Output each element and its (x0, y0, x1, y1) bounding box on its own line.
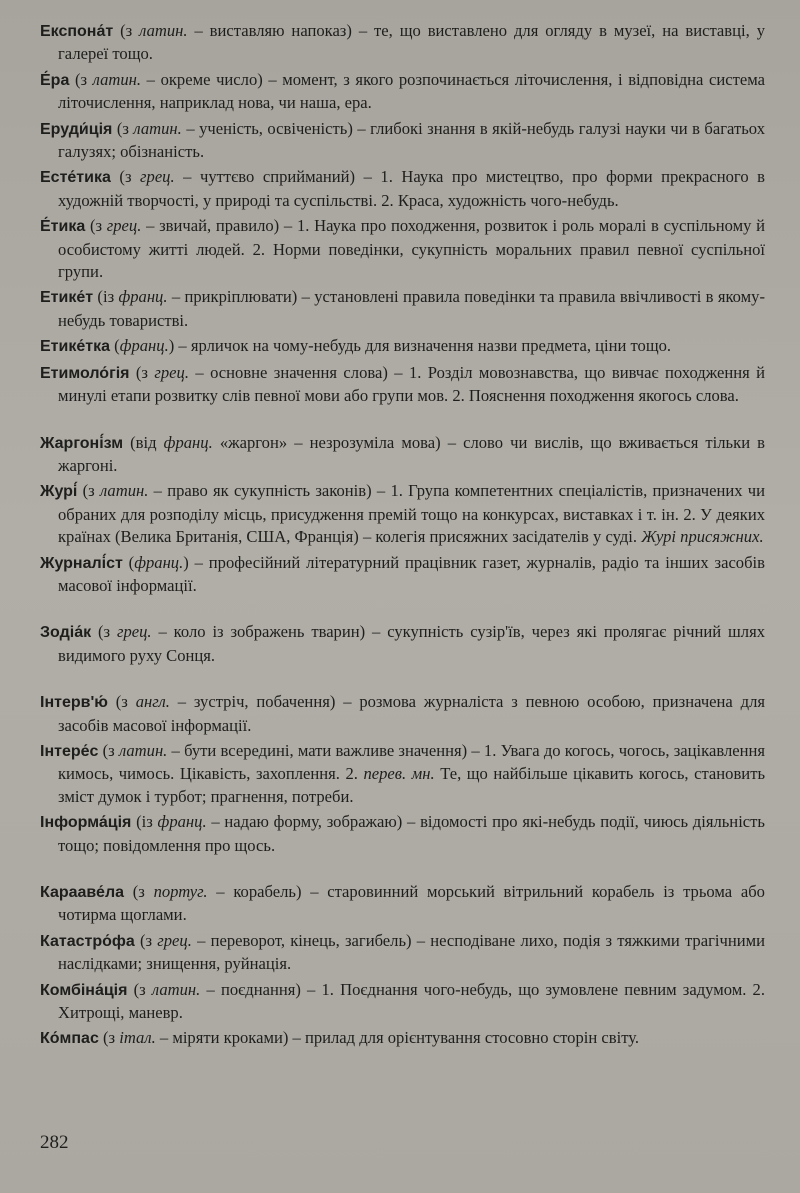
entry-informatsiia (40, 811, 765, 857)
entry-language: італ. (119, 1028, 156, 1048)
entry-language: франц. (157, 812, 207, 832)
entry-karavela (40, 881, 765, 927)
entry-term: Інтере́с (40, 742, 99, 760)
letter-group-zh (40, 432, 765, 598)
entry-term: Етике́т (40, 289, 94, 307)
letter-group-k (40, 881, 765, 1051)
entry-interviu (40, 691, 765, 737)
entry-definition: – чуттєво сприйманий) – 1. Наука про мистецтво, про форми прекрасного в художній творчості, у природі та суспільстві. 2. Краса, художність чого-небудь. (58, 167, 765, 210)
entry-zhargonizm (40, 432, 765, 478)
entry-origin-pre: (з (91, 622, 117, 642)
entry-language: франц. (119, 336, 169, 356)
entry-language: грец. (106, 216, 142, 236)
entry-term: Комбіна́ція (40, 981, 128, 999)
entry-katastrofa (40, 930, 765, 976)
entry-origin-pre: (з (85, 216, 107, 236)
entry-term: Інформа́ція (40, 814, 132, 832)
entry-definition: – переворот, кінець, загибель) – несподіване лихо, подія з тяжкими трагічними наслідками; знищення, руйнація. (58, 930, 765, 974)
letter-group-z (40, 621, 765, 667)
entry-origin-pre: (з (134, 930, 158, 950)
entry-example: Журі присяжних. (641, 527, 764, 547)
entry-language: франц. (118, 287, 168, 307)
entry-language: грец. (157, 930, 192, 950)
glossary-column (40, 20, 765, 1075)
entry-term: Етимоло́гія (40, 364, 130, 382)
entry-term: Есте́тика (40, 169, 111, 187)
entry-term: Ко́мпас (40, 1030, 99, 1048)
entry-term: Етике́тка (40, 338, 110, 356)
entry-definition: – окреме число) – момент, з якого розпочинається літочислення, і відповідна система літочислення, наприклад нова, чи наша, ера. (58, 69, 765, 113)
entry-language: грец. (140, 167, 175, 187)
entry-usage-note: перев. мн. (363, 764, 435, 784)
entry-definition-cont: Те, що найбільше цікавить когось, становить зміст думок і турбот; прагнення, потреби. (58, 764, 766, 806)
entry-origin-pre: (із (93, 287, 119, 307)
letter-group-i (40, 691, 765, 857)
entry-definition: – звичай, правило) – 1. Наука про походження, розвиток і роль моралі в суспільному й особистому житті людей. 2. Норми поведінки, сукупність моральних правил певної суспільної групи. (58, 216, 765, 282)
entry-term: Інтерв'ю́ (40, 694, 108, 712)
entry-definition: – прикріплювати) – установлені правила поведінки та правила ввічливості в якому-небудь товаристві. (58, 287, 765, 330)
entry-term: Експона́т (40, 23, 114, 40)
entry-language: латин. (118, 740, 168, 760)
entry-language: латин. (139, 21, 188, 40)
entry-origin-pre: ( (122, 552, 135, 572)
entry-definition: – корабель) – старовинний морський вітрильний корабель із трьома або чотирма щоглами. (58, 882, 765, 925)
entry-origin-pre: (з (107, 692, 136, 712)
entry-origin-pre: (від (123, 432, 164, 452)
entry-origin-pre: (з (110, 167, 141, 187)
entry-origin-pre: (з (98, 1028, 120, 1048)
entry-origin-pre: (з (129, 362, 155, 382)
entry-definition: – коло із зображень тварин) – сукупність сузір'їв, через які пролягає річний шлях видимого руху Сонця. (58, 622, 765, 665)
entry-definition: «жаргон» – незрозуміла мова) – слово чи вислів, що вживається тільки в жаргоні. (58, 432, 765, 475)
entry-kompas (40, 1027, 765, 1050)
entry-etymolohiia (40, 362, 765, 408)
entry-language: грец. (154, 362, 189, 382)
entry-definition: – поєднання) – 1. Поєднання чого-небудь, що зумовлене певним задумом. 2. Хитрощі, маневр. (58, 979, 765, 1023)
entry-term: Катастро́фа (40, 932, 135, 950)
entry-definition: – основне значення слова) – 1. Розділ мовознавства, що вивчає походження й минулі етапи розвитку слів певної мови або групи мов. 2. Пояснення походження якогось слова. (58, 362, 765, 406)
entry-language: латин. (92, 69, 142, 89)
entry-definition: – право як сукупність законів) – 1. Група компетентних спеціалістів, призначених чи обраних для розподілу місць, присудження премій тощо на конкурсах, виставках і т. ін. 2. У деяких країнах (Велика Британія, США, Франція) – колегія присяжних засідателів у суді. (58, 481, 765, 547)
entry-definition: – зустріч, побачення) – розмова журналіста з певною особою, призначена для засобів масової інформації. (58, 692, 765, 735)
entry-language: англ. (135, 692, 170, 712)
entry-zhurnalist (40, 552, 765, 598)
entry-etyka (40, 215, 765, 283)
entry-etyket (40, 286, 765, 332)
entry-term: Зодіа́к (40, 624, 92, 642)
entry-term: Карааве́ла (40, 884, 125, 901)
entry-origin-pre: (з (77, 481, 100, 501)
entry-etyketka (40, 335, 765, 358)
letter-group-e (40, 20, 765, 408)
entry-origin-pre: (з (113, 21, 140, 40)
entry-eksponat (40, 20, 765, 66)
entry-term: Журналі́ст (40, 554, 123, 572)
entry-language: португ. (153, 882, 208, 901)
entry-definition: – виставляю напоказ) – те, що виставлено для огляду в музеї, на виставці, у галереї тощо. (58, 21, 765, 64)
entry-language: грец. (116, 622, 152, 642)
entry-language: франц. (163, 432, 213, 452)
entry-origin-pre: (з (98, 740, 119, 760)
entry-definition: ) – ярличок на чому-небудь для визначення назви предмета, ціни тощо. (168, 336, 672, 356)
entry-term: Еруди́ція (40, 120, 113, 138)
entry-interes (40, 740, 765, 808)
entry-language: франц. (134, 552, 184, 572)
entry-definition: – ученість, освіченість) – глибокі знання в якій-небудь галузі науки чи в багатьох галузях; обізнаність. (58, 118, 765, 162)
entry-kombinatsiia (40, 979, 765, 1025)
entry-definition: – бути всередині, мати важливе значення) – 1. Увага до когось, чогось, зацікавлення кимось, чимось. Цікавість, захоплення. 2. (58, 740, 765, 784)
entry-term: Е́тика (40, 218, 86, 236)
entry-definition: – надаю форму, зображаю) – відомості про які-небудь події, чиюсь діяльність тощо; повідомлення про щось. (58, 812, 765, 855)
entry-origin-pre: (з (69, 69, 93, 89)
entry-term: Е́ра (40, 71, 70, 89)
entry-origin-pre: (із (131, 812, 158, 832)
entry-term: Жаргоні́зм (40, 434, 124, 452)
entry-origin-pre: (з (112, 118, 134, 138)
entry-erudytsiia (40, 118, 765, 164)
entry-language: латин. (133, 118, 182, 138)
entry-definition: ) – професійний літературний працівник газет, журналів, радіо та інших засобів масової інформації. (58, 552, 765, 595)
entry-zodiak (40, 621, 765, 667)
entry-language: латин. (99, 481, 149, 501)
entry-definition: – міряти кроками) – прилад для орієнтування стосовно сторін світу. (155, 1028, 640, 1048)
entry-origin-pre: (з (127, 979, 152, 999)
page-number: 282 (40, 1132, 69, 1153)
entry-term: Журі́ (40, 483, 78, 501)
entry-era (40, 69, 765, 115)
entry-language: латин. (151, 979, 201, 999)
entry-zhuri (40, 480, 765, 548)
entry-origin-pre: ( (110, 336, 120, 356)
entry-origin-pre: (з (124, 882, 154, 901)
entry-estetyka (40, 166, 765, 212)
